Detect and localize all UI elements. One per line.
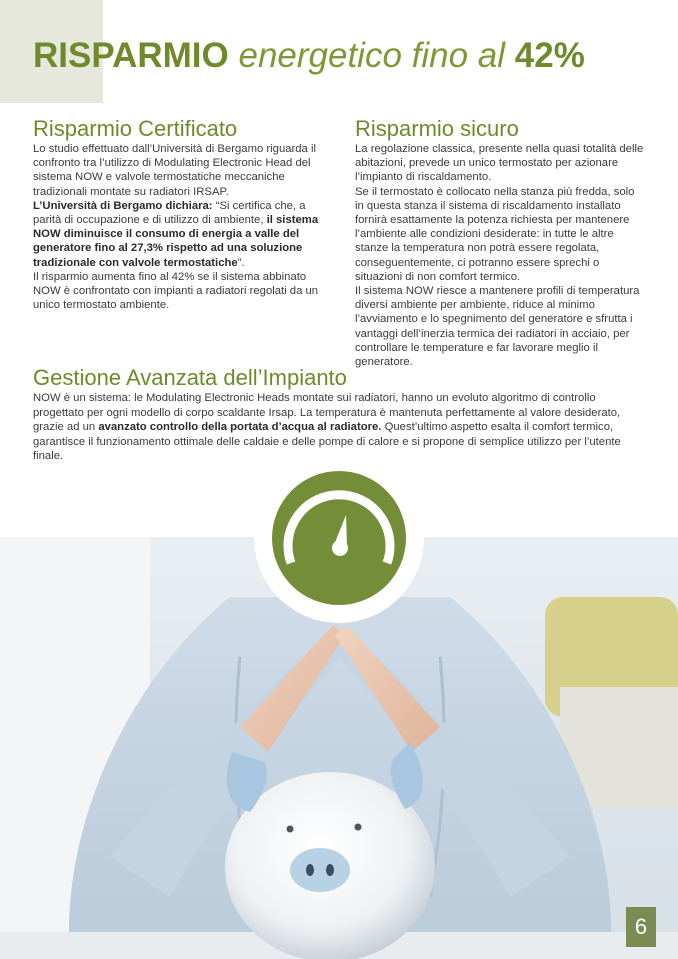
left-section-title: Risparmio Certificato xyxy=(33,116,238,141)
left-p2-bold-2: il sistema NOW diminuisce il consumo di energia a valle del generatore fino al 27,3% rispetto ad una soluzione tradizionale con valvole termostatiche xyxy=(33,214,319,269)
page-number-badge: 6 xyxy=(626,907,656,947)
bottom-section xyxy=(33,366,645,464)
left-p2-text-2: ”. xyxy=(237,256,245,269)
left-paragraph-3: Il risparmio aumenta fino al 42% se il sistema abbinato NOW è confrontato con impianti a radiatori regolati da un unico termostato ambiente. xyxy=(33,270,319,312)
left-p2-bold-1: L’Università di Bergamo dichiara: xyxy=(33,199,213,212)
title-percent: 42% xyxy=(514,36,585,75)
left-paragraph-1: Lo studio effettuato dall’Università di Bergamo riguarda il confronto tra l’utilizzo di Modulating Electronic Head del sistema NOW e valvole termostatiche meccaniche tradizionali montate su radiatori IRSAP. xyxy=(33,143,317,198)
bottom-text-2: Quest’ultimo aspetto esalta il comfort termico, garantisce il funzionamento ottimale delle caldaie e delle pompe di calore e si propone di semplice utilizzo per l’utente finale. xyxy=(33,421,621,462)
left-column xyxy=(33,117,323,312)
title-bold-part: RISPARMIO xyxy=(33,36,229,75)
left-paragraph-2 xyxy=(33,199,323,270)
right-section-title: Risparmio sicuro xyxy=(355,116,519,141)
title-light-part: energetico fino al xyxy=(228,36,515,75)
page-title xyxy=(33,34,585,78)
bottom-bold-text: avanzato controllo della portata d’acqua al radiatore. xyxy=(98,421,382,433)
bottom-text-1: NOW è un sistema: le Modulating Electronic Heads montate sui radiatori, hanno un evoluto algoritmo di controllo progettato per ogni modello di corpo scaldante Irsap. La temperatura è mantenuta perfettamente al valore desiderato, grazie ad un xyxy=(33,392,621,433)
right-paragraph-3: Il sistema NOW riesce a mantenere profili di temperatura diversi ambiente per ambiente, riduce al minimo l’avviamento e lo spegnimento del generatore e sfrutta i vantaggi dell’inerzia termica dei radiatori in acciaio, per controllare le temperature e far lavorare meglio il generatore. xyxy=(355,285,640,369)
bottom-section-title: Gestione Avanzata dell’Impianto xyxy=(33,365,347,390)
right-paragraph-2: Se il termostato è collocato nella stanza più fredda, solo in questa stanza il sistema di riscaldamento installato fornirà esattamente la potenza richiesta per mantenere l’ambiente alle condizioni desiderate: in tutte le altre stanze la temperatura non potrà essere regolata, conseguentemente, ci potranno essere sprechi o situazioni di non comfort termico. xyxy=(355,185,635,283)
right-column xyxy=(355,117,645,369)
right-paragraph-1: La regolazione classica, presente nella quasi totalità delle abitazioni, prevede un unico termostato per azionare l’impianto di riscaldamento. xyxy=(355,143,644,184)
left-p2-text-1: “Si certifica che, a parità di occupazione e di utilizzo di ambiente, xyxy=(33,199,306,227)
speedometer-gauge-icon xyxy=(254,453,424,623)
